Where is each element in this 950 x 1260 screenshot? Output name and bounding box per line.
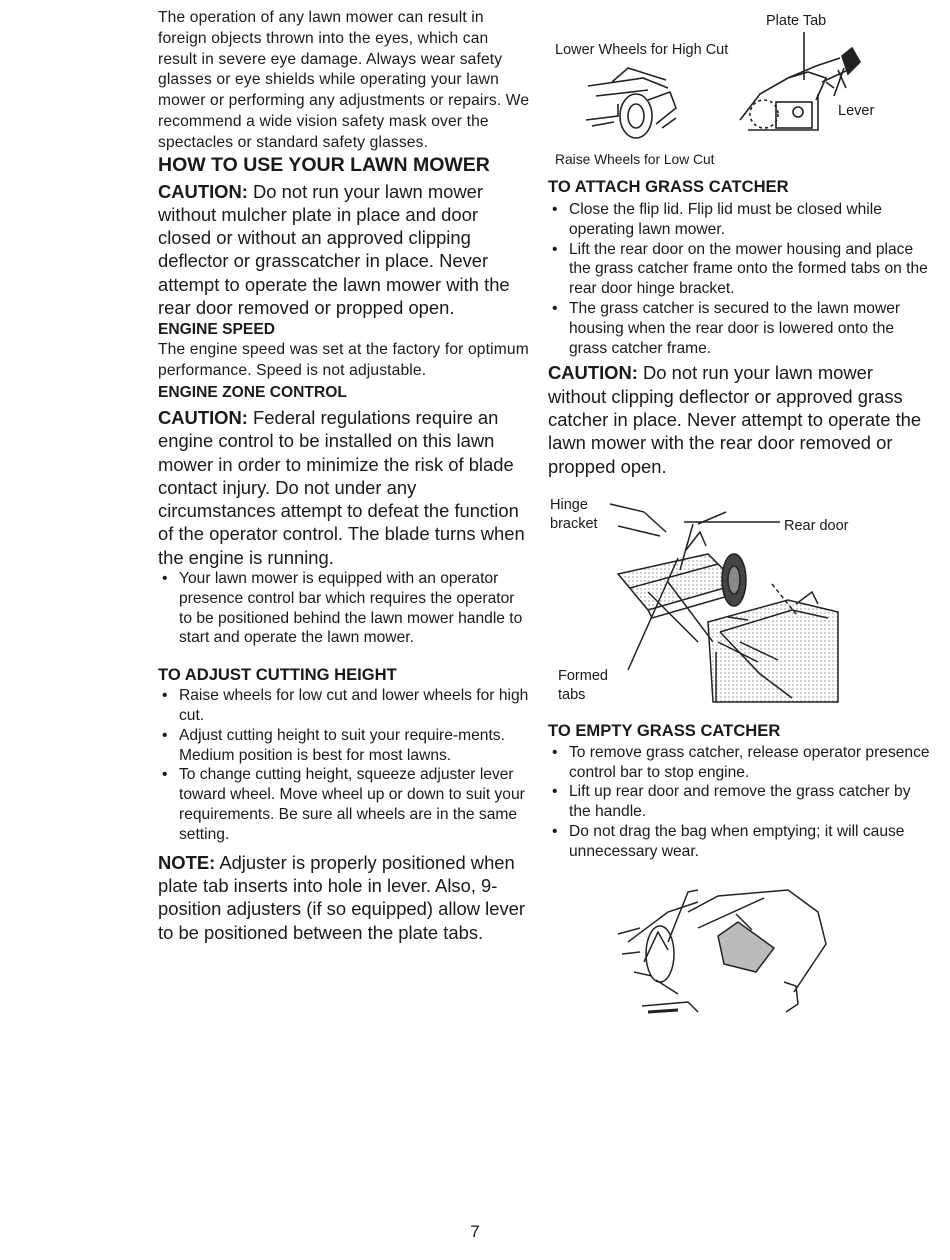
empty-catcher-illustration (548, 872, 933, 1022)
lever-label: Lever (838, 103, 875, 119)
empty-catcher-figure (548, 872, 933, 1022)
caution-federal (158, 406, 530, 569)
right-column (548, 8, 933, 1022)
engine-speed-text: The engine speed was set at the factory for optimum performance. Speed is not adjustable. (158, 341, 529, 380)
empty-catcher-heading: TO EMPTY GRASS CATCHER (548, 720, 781, 740)
adjust-height-heading: TO ADJUST CUTTING HEIGHT (158, 665, 397, 685)
empty-catcher-list (548, 743, 933, 862)
list-item: • Lift the rear door on the mower housing and place the grass catcher frame onto the formed tabs on the rear door hinge bracket. (548, 240, 933, 299)
attach-catcher-heading: TO ATTACH GRASS CATCHER (548, 177, 789, 196)
plate-tab-label: Plate Tab (766, 13, 827, 29)
caution-text: Do not run your lawn mower without mulcher plate in place and door closed or without an approved clipping deflector or grasscatcher in place. Never attempt to operate the lawn mower with the rear door removed or propped open. (158, 180, 510, 319)
engine-zone-heading: ENGINE ZONE CONTROL (158, 383, 347, 401)
page-number: 7 (470, 1222, 480, 1241)
list-item: • Close the flip lid. Flip lid must be closed while operating lawn mower. (548, 200, 933, 240)
formed-label: Formed (558, 667, 608, 684)
left-column (158, 8, 530, 944)
cutting-height-figure (548, 8, 933, 178)
engine-speed-heading: ENGINE SPEED (158, 321, 275, 339)
caution-text: Federal regulations require an engine control to be installed on this lawn mower in order to minimize the risk of blade contact injury. Do not under any circumstances attempt to defeat the function of the operator control. The blade turns when the engine is running. (158, 406, 525, 568)
rear-door-label: Rear door (784, 517, 849, 534)
note-label: NOTE: (158, 851, 216, 873)
list-item: • Raise wheels for low cut and lower wheels for high cut. (158, 686, 530, 726)
adjust-height-list (158, 686, 530, 844)
caution-text: Do not run your lawn mower without clipping deflector or approved grass catcher in place. Never attempt to operate the lawn mower with the rear door removed or propped open. (548, 362, 922, 477)
caution-mulcher (158, 180, 530, 320)
list-item: • To remove grass catcher, release operator presence control bar to stop engine. (548, 743, 933, 783)
list-item: • Your lawn mower is equipped with an operator presence control bar which requires the operator to be positioned behind the lawn mower handle to start and operate the lawn mower. (158, 569, 530, 648)
caution-clipping (548, 361, 933, 477)
attach-catcher-list (548, 200, 933, 358)
caution-label: CAUTION: (158, 406, 248, 428)
tabs-label: tabs (558, 686, 586, 703)
safety-intro: The operation of any lawn mower can result in foreign objects thrown into the eyes, which can result in severe eye damage. Always wear safety glasses or eye shields while operating your lawn mower or performing any adjustments or repairs. We recommend a wide vision safety mask over the spectacles or standard safety glasses. (158, 9, 530, 151)
list-item: • Lift up rear door and remove the grass catcher by the handle. (548, 782, 933, 822)
list-item: • Do not drag the bag when emptying; it will cause unnecessary wear. (548, 822, 933, 862)
engine-zone-list (158, 569, 530, 648)
grass-catcher-attach-figure (548, 492, 933, 724)
list-item: • The grass catcher is secured to the lawn mower housing when the rear door is lowered onto the grass catcher frame. (548, 299, 933, 358)
lower-wheels-label: Lower Wheels for High Cut (555, 42, 729, 58)
note-text: Adjuster is properly positioned when plate tab inserts into hole in lever. Also, 9-position adjusters (if so equipped) allow lever to be positioned between the plate tabs. (158, 851, 525, 943)
caution-label: CAUTION: (158, 180, 248, 202)
bracket-label: bracket (550, 515, 598, 532)
note-adjuster (158, 851, 530, 945)
grass-catcher-attach-illustration (548, 492, 933, 724)
hinge-label: Hinge (550, 496, 588, 513)
raise-wheels-label: Raise Wheels for Low Cut (555, 152, 715, 167)
how-to-use-heading: HOW TO USE YOUR LAWN MOWER (158, 153, 490, 176)
list-item: • To change cutting height, squeeze adjuster lever toward wheel. Move wheel up or down to suit your requirements. Be sure all wheels are in the same setting. (158, 765, 530, 844)
list-item: • Adjust cutting height to suit your require-ments. Medium position is best for most lawns. (158, 726, 530, 766)
caution-label: CAUTION: (548, 362, 638, 384)
